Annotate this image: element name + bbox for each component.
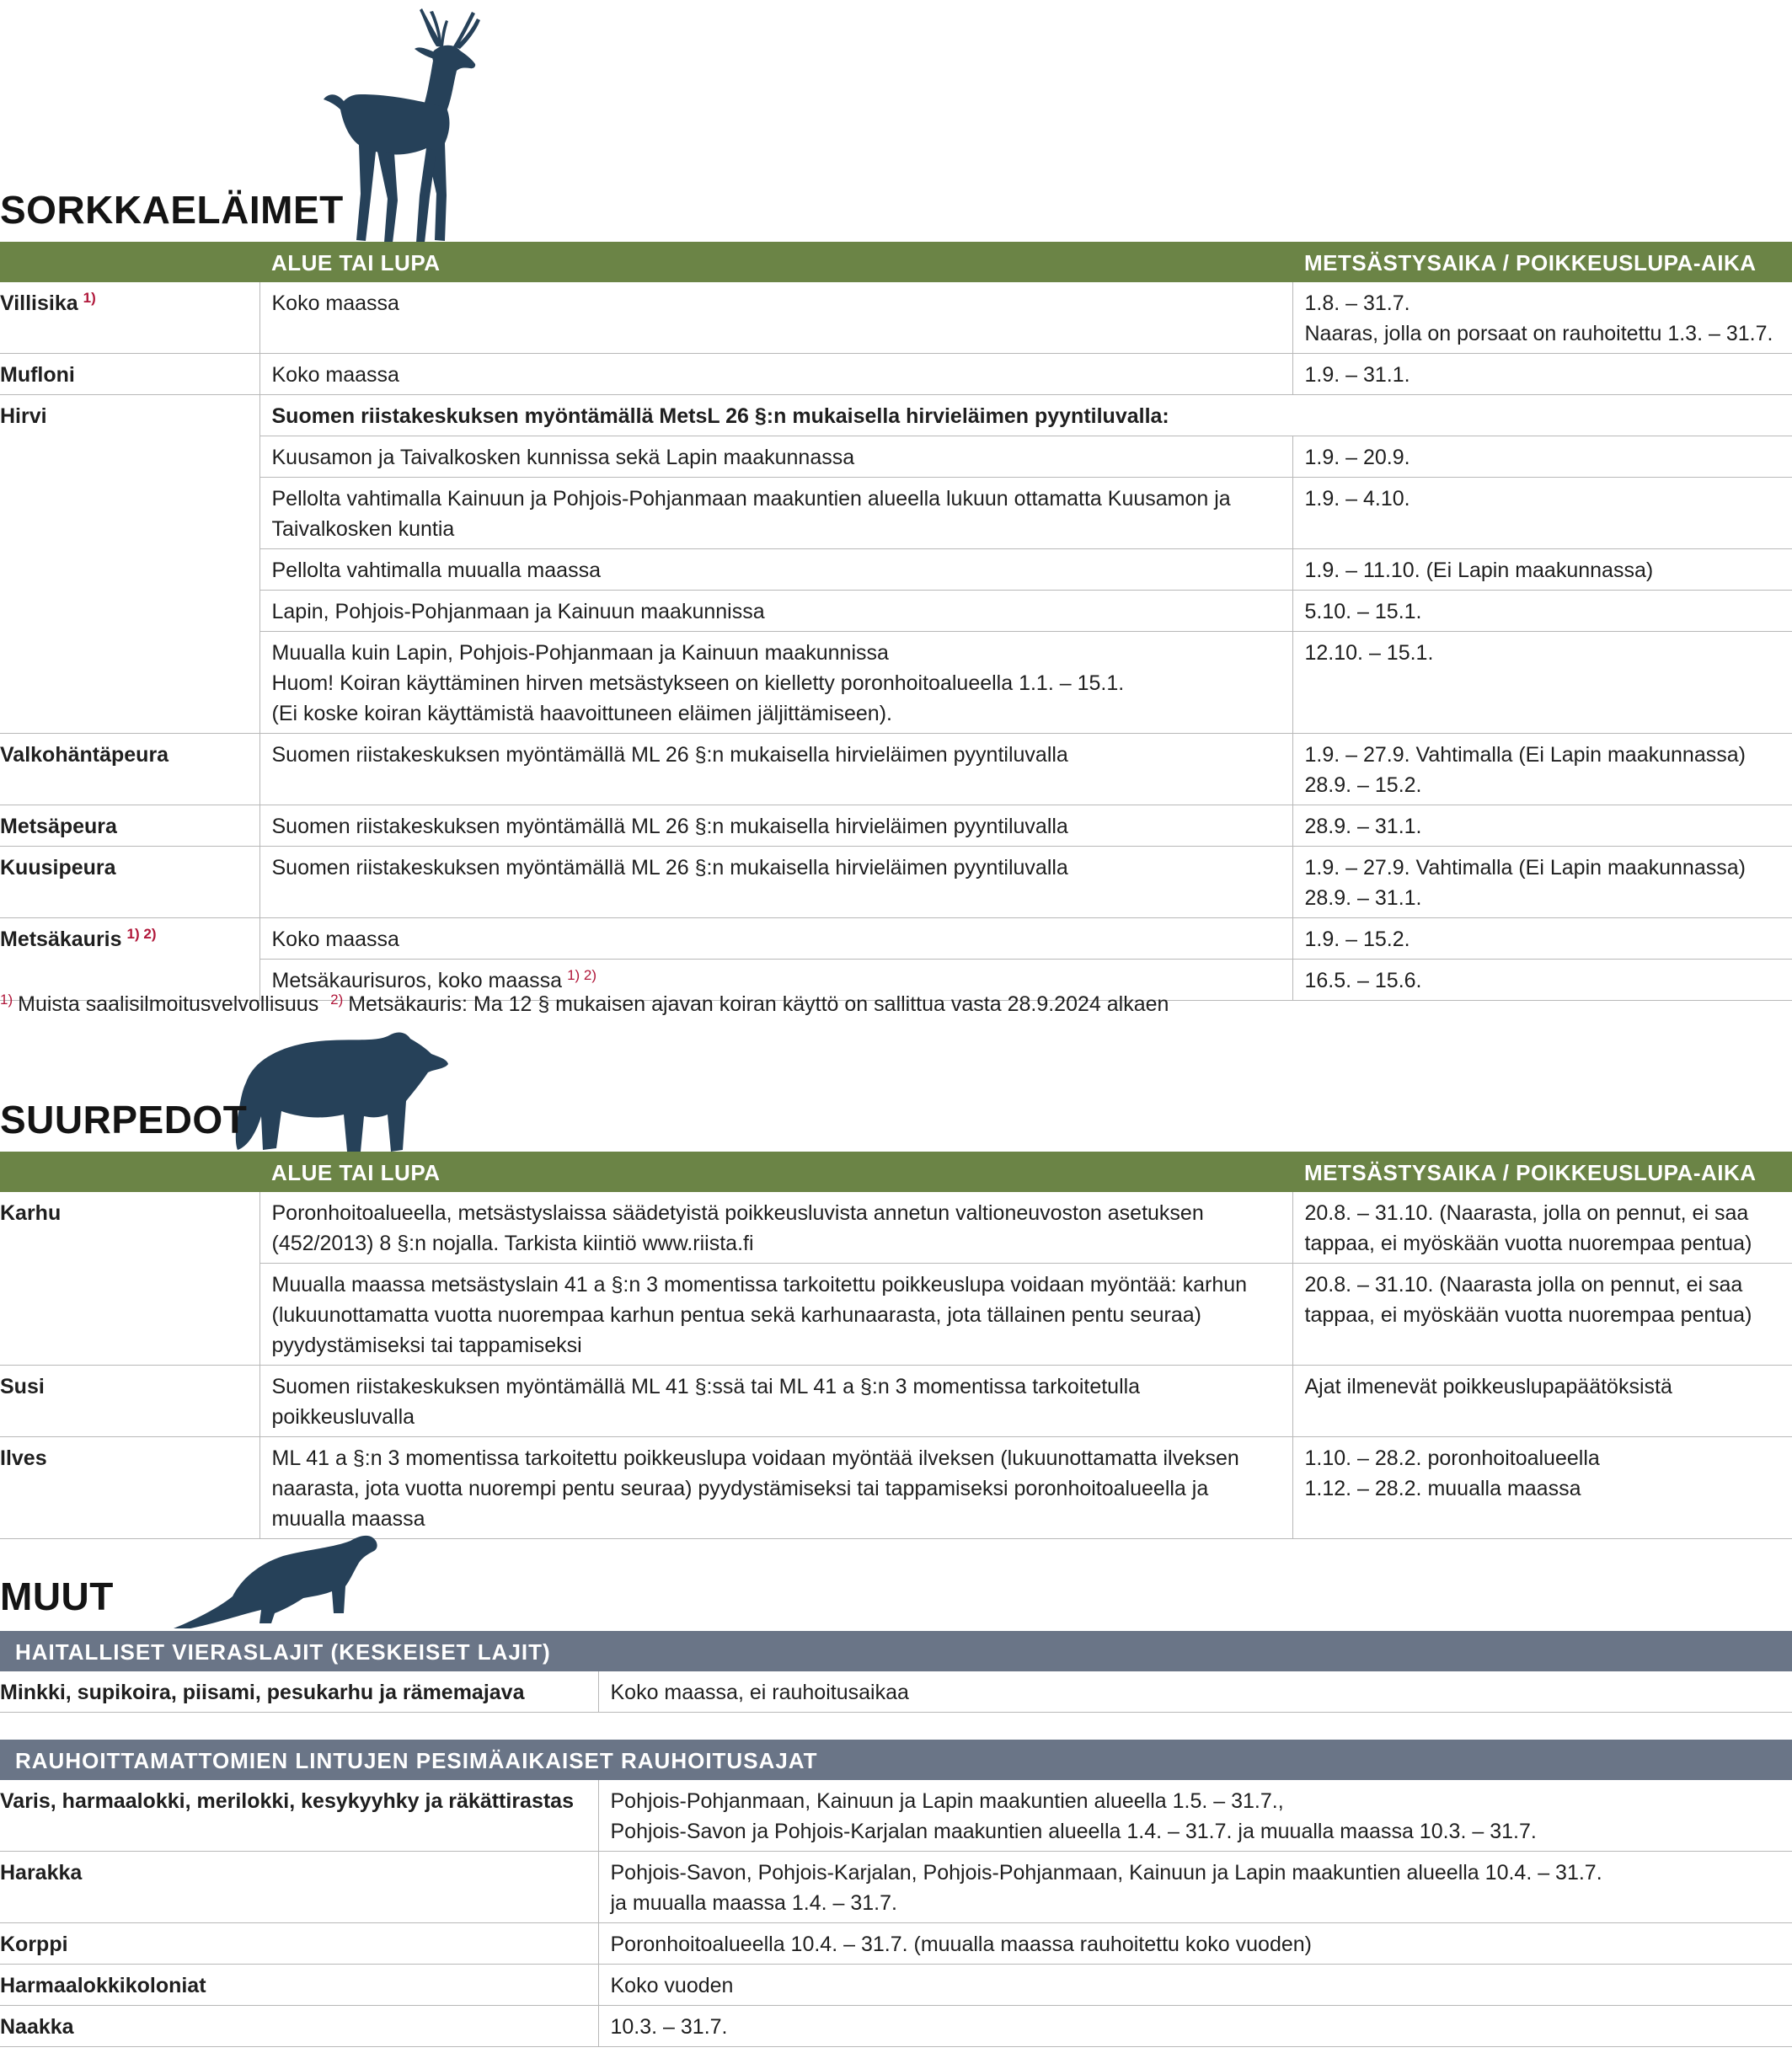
area-cell: Metsäkaurisuros, koko maassa $^{1) 2)}$ (259, 960, 1292, 1001)
table-row (0, 632, 1792, 734)
area-cell: Koko maassa (259, 354, 1292, 395)
table-row (0, 1852, 1792, 1923)
footnote: $^{1)}$ Muista saalisilmoitusvelvollisuus $^{2)}$ Metsäkauris: Ma 12 § mukaisen ajavan koiran käyttö on sallittua vasta 28.9.2024 alkaen (0, 992, 1169, 1016)
footnote-mark: 1) 2) (567, 967, 597, 983)
area-cell: Koko maassa (259, 282, 1292, 354)
table-header (0, 242, 1792, 282)
bear-icon (229, 1024, 450, 1158)
species-susi: Susi (0, 1366, 259, 1437)
table-row (0, 549, 1792, 591)
area-cell: Poronhoitoalueella, metsästyslaissa säädetyistä poikkeusluvista annetun valtioneuvoston asetuksen (452/2013) 8 §:n nojalla. Tarkista kiintiö www.riista.fi (259, 1192, 1292, 1264)
table-header (0, 1740, 1792, 1780)
species-mufloni: Mufloni (0, 354, 259, 395)
area-cell: ML 41 a §:n 3 momentissa tarkoitettu poikkeuslupa voidaan myöntää ilveksen (lukuunottamatta ilveksen naarasta, jota vuotta nuorempi pentu seuraa) pyydystämiseksi tai tappamiseksi poronhoitoalueella ja muualla maassa (259, 1437, 1292, 1539)
text-cell: Pohjois-Savon, Pohjois-Karjalan, Pohjois-Pohjanmaan, Kainuun ja Lapin maakuntien alueella 10.4. – 31.7. ja muualla maassa 1.4. – 31.7. (598, 1852, 1792, 1923)
area-cell: Suomen riistakeskuksen myöntämällä ML 26 §:n mukaisella hirvieläimen pyyntiluvalla (259, 805, 1292, 847)
time-cell: 20.8. – 31.10. (Naarasta, jolla on pennut, ei saa tappaa, ei myöskään vuotta nuorempaa pentua) (1292, 1192, 1792, 1264)
section-title-muut: MUUT (0, 1575, 114, 1618)
species-harakka: Harakka (0, 1852, 598, 1923)
table-row (0, 282, 1792, 354)
time-cell: 1.9. – 15.2. (1292, 918, 1792, 960)
table-row (0, 1366, 1792, 1437)
text-cell: Poronhoitoalueella 10.4. – 31.7. (muualla maassa rauhoitettu koko vuoden) (598, 1923, 1792, 1965)
section-title-suurpedot: SUURPEDOT (0, 1098, 248, 1141)
species-villisika: Villisika $^{1)}$ (0, 282, 259, 354)
time-cell: 1.8. – 31.7. Naaras, jolla on porsaat on rauhoitettu 1.3. – 31.7. (1292, 282, 1792, 354)
species-varis: Varis, harmaalokki, merilokki, kesykyyhky ja räkättirastas (0, 1780, 598, 1852)
time-cell: 1.9. – 20.9. (1292, 436, 1792, 478)
time-cell: 28.9. – 31.1. (1292, 805, 1792, 847)
header-time: METSÄSTYSAIKA / POIKKEUSLUPA-AIKA (1292, 1152, 1792, 1192)
table-row (0, 1923, 1792, 1965)
time-cell: 5.10. – 15.1. (1292, 591, 1792, 632)
species-naakka: Naakka (0, 2006, 598, 2047)
table-header (0, 1152, 1792, 1192)
area-cell: Lapin, Pohjois-Pohjanmaan ja Kainuun maakunnissa (259, 591, 1292, 632)
text-cell: 10.3. – 31.7. (598, 2006, 1792, 2047)
table-row (0, 805, 1792, 847)
table-row (0, 1780, 1792, 1852)
species-vieraslajit: Minkki, supikoira, piisami, pesukarhu ja rämemajava (0, 1671, 598, 1713)
area-cell: Pellolta vahtimalla muualla maassa (259, 549, 1292, 591)
time-cell: 12.10. – 15.1. (1292, 632, 1792, 734)
species-hirvi: Hirvi (0, 395, 259, 734)
table-row (0, 395, 1792, 436)
table-row (0, 847, 1792, 918)
species-karhu: Karhu (0, 1192, 259, 1366)
species-harmaalokkikoloniat: Harmaalokkikoloniat (0, 1965, 598, 2006)
species-korppi: Korppi (0, 1923, 598, 1965)
header-linnut: RAUHOITTAMATTOMIEN LINTUJEN PESIMÄAIKAISET RAUHOITUSAJAT (0, 1740, 1792, 1780)
time-cell: 1.9. – 4.10. (1292, 478, 1792, 549)
table-row (0, 1437, 1792, 1539)
time-cell: 1.9. – 27.9. Vahtimalla (Ei Lapin maakunnassa) 28.9. – 31.1. (1292, 847, 1792, 918)
table-row (0, 478, 1792, 549)
table-row (0, 591, 1792, 632)
table-row (0, 1671, 1792, 1713)
text-cell: Koko maassa, ei rauhoitusaikaa (598, 1671, 1792, 1713)
header-empty (0, 1152, 259, 1192)
time-cell: 20.8. – 31.10. (Naarasta jolla on pennut, ei saa tappaa, ei myöskään vuotta nuorempaa pentua) (1292, 1264, 1792, 1366)
species-ilves: Ilves (0, 1437, 259, 1539)
time-cell: Ajat ilmenevät poikkeuslupapäätöksistä (1292, 1366, 1792, 1437)
time-cell: 1.9. – 11.10. (Ei Lapin maakunnassa) (1292, 549, 1792, 591)
sorkkaelaimet-table (0, 242, 1792, 1001)
table-row (0, 2006, 1792, 2047)
section-title-sorkkaelaimet: SORKKAELÄIMET (0, 188, 344, 232)
linnut-table (0, 1740, 1792, 2047)
area-cell: Muualla maassa metsästyslain 41 a §:n 3 momentissa tarkoitettu poikkeuslupa voidaan myöntää: karhun (lukuunottamatta vuotta nuorempaa karhun pentua sekä karhunaarasta, jota tällainen pentu seuraa) pyydystämiseksi tai tappamiseksi (259, 1264, 1292, 1366)
header-area: ALUE TAI LUPA (259, 1152, 1292, 1192)
footnote-mark: 1) (0, 992, 13, 1008)
area-cell: Koko maassa (259, 918, 1292, 960)
species-metsakauris: Metsäkauris $^{1) 2)}$ (0, 918, 259, 1001)
time-cell: 16.5. – 15.6. (1292, 960, 1792, 1001)
text-cell: Koko vuoden (598, 1965, 1792, 2006)
species-valkohantapeura: Valkohäntäpeura (0, 734, 259, 805)
header-empty (0, 242, 259, 282)
table-row (0, 1192, 1792, 1264)
footnote-mark: 2) (330, 992, 344, 1008)
table-row (0, 1264, 1792, 1366)
mink-icon (165, 1529, 380, 1630)
species-metsapeura: Metsäpeura (0, 805, 259, 847)
suurpedot-table (0, 1152, 1792, 1539)
table-row (0, 436, 1792, 478)
area-cell: Muualla kuin Lapin, Pohjois-Pohjanmaan ja Kainuun maakunnissa Huom! Koiran käyttäminen hirven metsästykseen on kielletty poronhoitoalueella 1.1. – 15.1. (Ei koske koiran käyttämistä haavoittuneen eläimen jäljittämiseen). (259, 632, 1292, 734)
header-area: ALUE TAI LUPA (259, 242, 1292, 282)
area-cell: Suomen riistakeskuksen myöntämällä ML 41 §:ssä tai ML 41 a §:n 3 momentissa tarkoitetulla poikkeusluvalla (259, 1366, 1292, 1437)
text-cell: Pohjois-Pohjanmaan, Kainuun ja Lapin maakuntien alueella 1.5. – 31.7., Pohjois-Savon ja Pohjois-Karjalan maakuntien alueella 1.4. – 31.7. ja muualla maassa 10.3. – 31.7. (598, 1780, 1792, 1852)
area-cell: Pellolta vahtimalla Kainuun ja Pohjois-Pohjanmaan maakuntien alueella lukuun ottamatta Kuusamon ja Taivalkosken kuntia (259, 478, 1292, 549)
vieraslajit-table (0, 1631, 1792, 1713)
header-time: METSÄSTYSAIKA / POIKKEUSLUPA-AIKA (1292, 242, 1792, 282)
area-cell: Suomen riistakeskuksen myöntämällä ML 26 §:n mukaisella hirvieläimen pyyntiluvalla (259, 734, 1292, 805)
hirvi-intro: Suomen riistakeskuksen myöntämällä MetsL 26 §:n mukaisella hirvieläimen pyyntiluvalla: (259, 395, 1792, 436)
time-cell: 1.9. – 31.1. (1292, 354, 1792, 395)
header-vieraslajit: HAITALLISET VIERASLAJIT (KESKEISET LAJIT) (0, 1631, 1792, 1671)
footnote-mark: 1) (83, 290, 96, 306)
table-row (0, 918, 1792, 960)
footnote-mark: 1) 2) (126, 926, 157, 942)
area-cell: Suomen riistakeskuksen myöntämällä ML 26 §:n mukaisella hirvieläimen pyyntiluvalla (259, 847, 1292, 918)
area-cell: Kuusamon ja Taivalkosken kunnissa sekä Lapin maakunnassa (259, 436, 1292, 478)
species-kuusipeura: Kuusipeura (0, 847, 259, 918)
time-cell: 1.9. – 27.9. Vahtimalla (Ei Lapin maakunnassa) 28.9. – 15.2. (1292, 734, 1792, 805)
table-row (0, 734, 1792, 805)
table-row (0, 1965, 1792, 2006)
table-header (0, 1631, 1792, 1671)
time-cell: 1.10. – 28.2. poronhoitoalueella 1.12. – 28.2. muualla maassa (1292, 1437, 1792, 1539)
table-row (0, 354, 1792, 395)
